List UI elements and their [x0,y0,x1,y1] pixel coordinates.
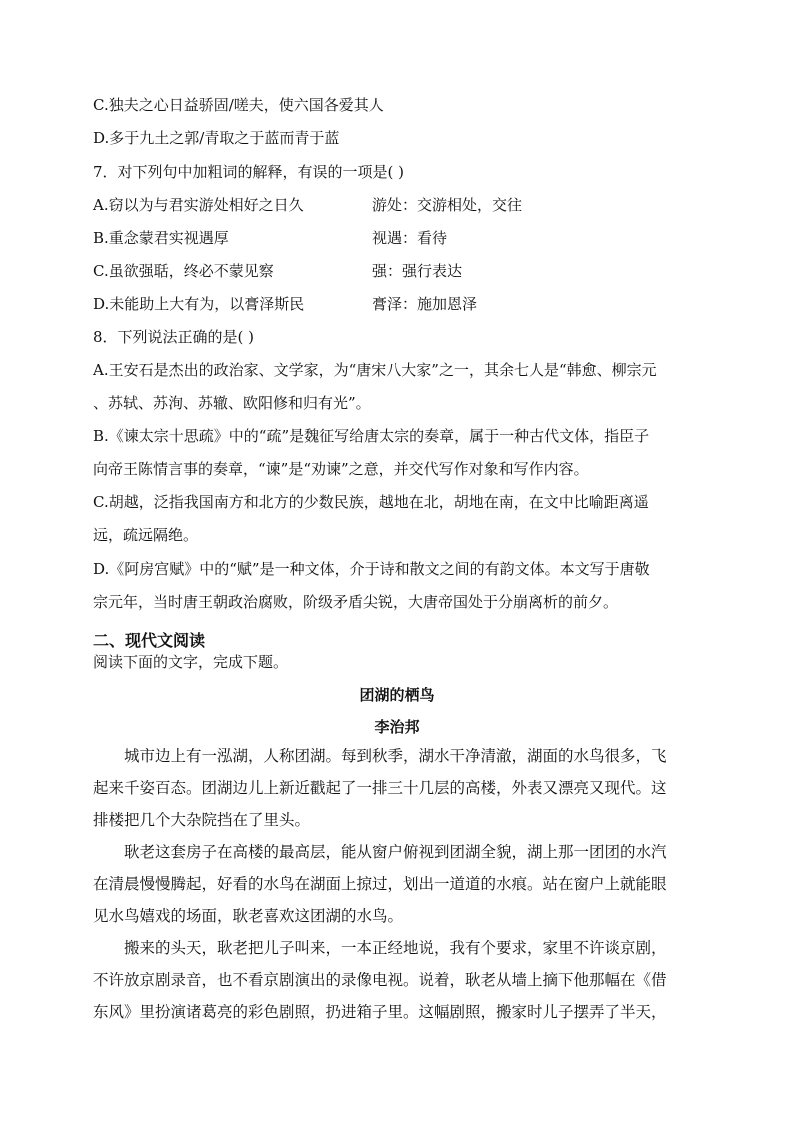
q7-gloss-c: 强：强行表达 [372,262,463,280]
q8-line: A.王安石是杰出的政治家、文学家，为“唐宋八大家”之一，其余七人是“韩愈、柳宗元 [93,361,657,379]
section-instruction: 阅读下面的文字，完成下题。 [93,653,289,671]
q8-line: C.胡越，泛指我国南方和北方的少数民族，越地在北，胡地在南，在文中比喻距离遥 [93,493,649,511]
q8-line: 远，疏远隔绝。 [93,526,199,544]
q7-gloss-a: 游处：交游相处，交往 [372,196,523,214]
q7-gloss-d: 膏泽：施加恩泽 [372,295,478,313]
article-line: 排楼把几个大杂院挡在了里头。 [93,811,311,829]
article-line: 东风》里扮演诸葛亮的彩色剧照，扔进箱子里。这幅剧照，搬家时儿子摆弄了半天， [93,1003,667,1021]
q8-stem: 8．下列说法正确的是( ) [93,328,255,346]
q6-option-c: C.独夫之心日益骄固/嗟夫，使六国各爱其人 [93,96,384,114]
article-line: 起来千姿百态。团湖边儿上新近戳起了一排三十几层的高楼，外表又漂亮又现代。这 [93,779,667,797]
q8-line: B.《谏太宗十思疏》中的“疏”是魏征写给唐太宗的奏章，属于一种古代文体，指臣子 [93,427,650,445]
article-line: 见水鸟嬉戏的场面，耿老喜欢这团湖的水鸟。 [93,907,404,925]
q8-line: 、苏轼、苏洵、苏辙、欧阳修和归有光”。 [93,394,371,412]
article-line: 城市边上有一泓湖，人称团湖。每到秋季，湖水干净清澈，湖面的水鸟很多，飞 [124,747,667,765]
q7-option-b: B.重念蒙君实视遇厚 [93,229,229,247]
q7-stem: 7．对下列句中加粗词的解释，有误的一项是( ) [93,163,405,181]
q8-line: 向帝王陈情言事的奏章，“谏”是“劝谏”之意，并交代写作对象和写作内容。 [93,460,589,478]
article-author: 李治邦 [374,718,420,736]
q7-option-c: C.虽欲强聒，终必不蒙见察 [93,262,274,280]
q8-line: D.《阿房宫赋》中的“赋”是一种文体，介于诗和散文之间的有韵文体。本文写于唐敬 [93,560,650,578]
article-line: 耿老这套房子在高楼的最高层，能从窗户俯视到团湖全貌，湖上那一团团的水汽 [124,843,667,861]
q7-option-a: A.窃以为与君实游处相好之日久 [93,196,304,214]
section-heading: 二、现代文阅读 [93,631,206,650]
article-title: 团湖的栖鸟 [359,686,435,704]
q6-option-d: D.多于九土之郭/青取之于蓝而青于蓝 [93,129,340,147]
q7-gloss-b: 视遇：看待 [372,229,448,247]
q8-line: 宗元年，当时唐王朝政治腐败，阶级矛盾尖锐，大唐帝国处于分崩离析的前夕。 [93,593,619,611]
article-line: 不许放京剧录音，也不看京剧演出的录像电视。说着，耿老从墙上摘下他那幅在《借 [93,971,667,989]
article-line: 在清晨慢慢腾起，好看的水鸟在湖面上掠过，划出一道道的水痕。站在窗户上就能眼 [93,875,667,893]
article-line: 搬来的头天，耿老把儿子叫来，一本正经地说，我有个要求，家里不许谈京剧， [124,939,667,957]
q7-option-d: D.未能助上大有为，以膏泽斯民 [93,295,305,313]
